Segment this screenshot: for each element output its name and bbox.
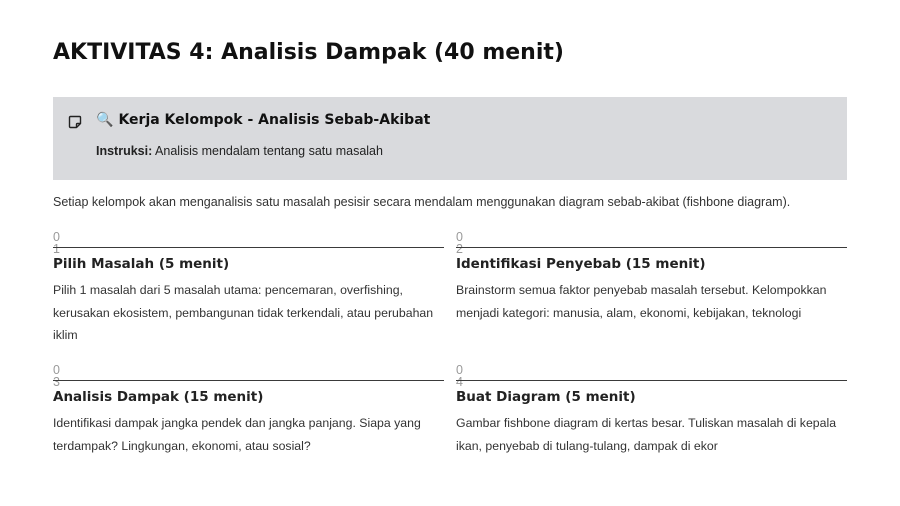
step-title: Buat Diagram (5 menit) <box>456 389 636 405</box>
step-number-text: 0 2 <box>456 230 463 256</box>
instruction-label: Instruksi: <box>96 144 153 158</box>
step-title: Analisis Dampak (15 menit) <box>53 389 264 405</box>
step-description: Gambar fishbone diagram di kertas besar. Tuliskan masalah di kepala ikan, penyebab di tulang-tulang, dampak di ekor <box>456 416 837 453</box>
step-divider <box>456 380 847 381</box>
step-number-text: 0 4 <box>456 363 463 389</box>
callout-title <box>96 112 430 128</box>
magnifier-icon: 🔍 <box>96 112 114 128</box>
step-title: Pilih Masalah (5 menit) <box>53 256 230 272</box>
step-title: Identifikasi Penyebab (15 menit) <box>456 256 706 272</box>
step-divider <box>456 247 847 248</box>
note-icon <box>68 114 82 128</box>
callout-instruction <box>96 144 383 158</box>
step-number <box>456 364 463 388</box>
step-divider <box>53 247 444 248</box>
step-number-text: 0 3 <box>53 363 60 389</box>
step-divider <box>53 380 444 381</box>
step-number <box>53 231 60 255</box>
instruction-callout <box>53 97 847 180</box>
step-number <box>53 364 60 388</box>
instruction-text: Analisis mendalam tentang satu masalah <box>152 144 383 158</box>
page-title: AKTIVITAS 4: Analisis Dampak (40 menit) <box>53 40 564 65</box>
intro-text: Setiap kelompok akan menganalisis satu masalah pesisir secara mendalam menggunakan diagram sebab-akibat (fishbone diagram). <box>53 195 791 209</box>
step-number-text: 0 1 <box>53 230 60 256</box>
step-description: Pilih 1 masalah dari 5 masalah utama: pencemaran, overfishing, kerusakan ekosistem, pembangunan tidak terkendali, atau perubahan iklim <box>53 283 434 342</box>
step-description: Brainstorm semua faktor penyebab masalah tersebut. Kelompokkan menjadi kategori: manusia, alam, ekonomi, kebijakan, teknologi <box>456 283 827 320</box>
callout-title-text: Kerja Kelompok - Analisis Sebab-Akibat <box>118 112 431 128</box>
step-number <box>456 231 463 255</box>
step-description: Identifikasi dampak jangka pendek dan jangka panjang. Siapa yang terdampak? Lingkungan, ekonomi, atau sosial? <box>53 416 421 453</box>
